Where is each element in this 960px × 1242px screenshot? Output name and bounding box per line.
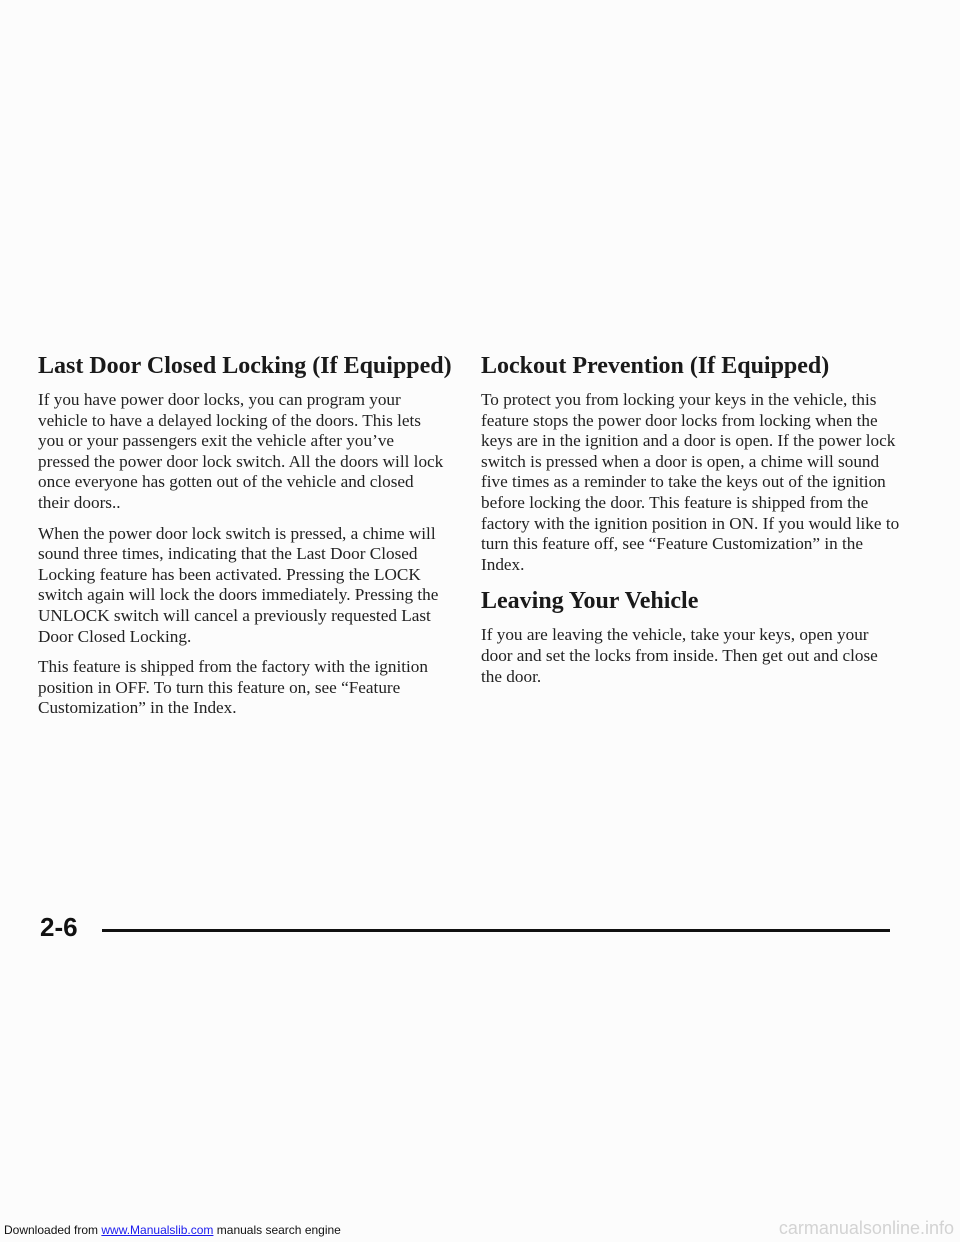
manualslib-link[interactable]: www.Manualslib.com: [101, 1223, 214, 1237]
paragraph-feature-shipped-off: This feature is shipped from the factory with the ignition position in OFF. To turn this feature on, see “Feature Customization” in the Index.: [38, 657, 428, 718]
page-footer: [40, 912, 890, 952]
left-column: [38, 352, 452, 729]
paragraph-lockout-prevention: To protect you from locking your keys in the vehicle, this feature stops the power door locks from locking when the keys are in the ignition and a door is open. If the power lock switch is pressed when a door is open, a chime will sound five times as a reminder to take the keys out of the ignition before locking the door. This feature is shipped from the factory with the ignition position in ON. If you would like to turn this feature off, see “Feature Customization” in the Index.: [481, 390, 900, 574]
page-number: 2-6: [40, 912, 78, 942]
section-title-last-door-closed-locking: Last Door Closed Locking (If Equipped): [38, 353, 452, 379]
paragraph-power-door-locks-program: If you have power door locks, you can program your vehicle to have a delayed locking of the doors. This lets you or your passengers exit the vehicle after you’ve pressed the power door lock switch. All the doors will lock once everyone has gotten out of the vehicle and closed their doors..: [38, 390, 444, 512]
download-banner: [4, 1223, 341, 1237]
footer-rule: [102, 929, 890, 932]
section-title-lockout-prevention: Lockout Prevention (If Equipped): [481, 353, 830, 379]
right-column: [481, 352, 901, 697]
paragraph-leaving-your-vehicle: If you are leaving the vehicle, take your keys, open your door and set the locks from inside. Then get out and close the door.: [481, 625, 878, 686]
download-banner-suffix: manuals search engine: [213, 1223, 341, 1237]
paragraph-chime-three-times: When the power door lock switch is pressed, a chime will sound three times, indicating that the Last Door Closed Locking feature has been activated. Pressing the LOCK switch again will lock the doors immediately. Pressing the UNLOCK switch will cancel a previously requested Last Door Closed Locking.: [38, 523, 439, 646]
section-title-leaving-your-vehicle: Leaving Your Vehicle: [481, 588, 699, 615]
download-banner-prefix: Downloaded from: [4, 1223, 102, 1237]
site-watermark: carmanualsonline.info: [778, 1218, 954, 1238]
